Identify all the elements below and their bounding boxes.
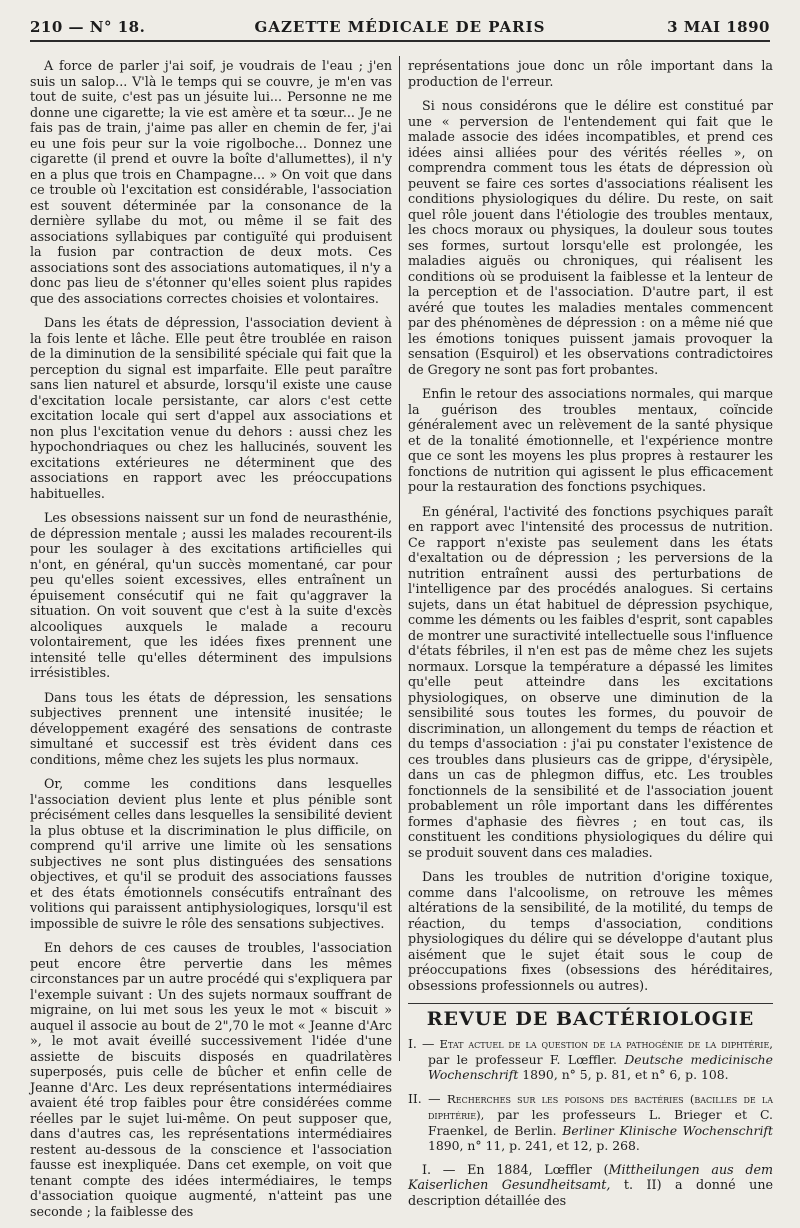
section-rule (408, 1003, 773, 1004)
ref-author: par le professeur F. Lœffler. (428, 1051, 617, 1067)
ref-details: 1890, n° 11, p. 241, et 12, p. 268. (428, 1137, 640, 1153)
closing-italic: Mittheilungen aus dem Kaiserlichen Gesundheitsamt, (408, 1161, 773, 1192)
ref-title: Etat actuel de la question de la pathogénie de la diphtérie, (439, 1036, 773, 1051)
ref-details: 1890, n° 5, p. 81, et n° 6, p. 108. (522, 1066, 729, 1082)
closing-start: I. — En 1884, Lœffler ( (422, 1161, 609, 1177)
paragraph: Si nous considérons que le délire est constitué par une « perversion de l'entendement qui fait que le malade associe des idées incompatibles, et prend ces idées ainsi alliées pour des vérités réelles », on comprendra comment tous les états de dépression où peuvent se faire ces sortes d'associations réalisent les conditions physiologiques du délire. Du reste, on sait quel rôle jouent dans l'étiologie des troubles mentaux, les chocs moraux ou physiques, la douleur sous toutes ses formes, surtout lorsqu'elle est prolongée, les maladies aiguës ou chroniques, qui réalisent les conditions où se produisent la faiblesse et la lenteur de la perception et de l'association. D'autre part, il est avéré que toutes les maladies mentales commencent par des phénomènes de dépression : on a même nié que les émotions toniques puissent jamais provoquer la sensation (Esquirol) et les observations contradictoires de Gregory ne sont pas fort probantes. (408, 98, 773, 377)
left-column (30, 58, 392, 1228)
ref-number: I. — (408, 1035, 435, 1051)
ref-number: II. — (408, 1090, 441, 1106)
column-divider (399, 56, 400, 1061)
paragraph: En dehors de ces causes de troubles, l'association peut encore être pervertie dans les mêmes circonstances par un autre procédé qui s'expliquera par l'exemple suivant : Un des sujets normaux souffrant de migraine, on lui met sous les yeux le mot « biscuit » auquel il associe au bout de 2",70 le mot « Jeanne d'Arc », le mot avait éveillé successivement l'idée d'une assiette de biscuits disposés en quadrilatères superposés, puis celle de bûcher et enfin celle de Jeanne d'Arc. Les deux représentations intermédiaires avaient été trop faibles pour être considérées comme réelles par le sujet lui-même. On peut supposer que, dans d'autres cas, les représentations intermédiaires restent au-dessous de la conscience et l'association fausse est inexpliquée. Dans cet exemple, on voit que tenant compte des idées intermédiaires, le temps d'association quoique augmenté, n'atteint pas une seconde ; la faiblesse des (30, 940, 392, 1219)
ref-journal: Deutsche medicinische Wochenschrift (428, 1051, 773, 1082)
page-header (30, 14, 770, 42)
right-column (408, 58, 773, 1217)
paragraph: A force de parler j'ai soif, je voudrais de l'eau ; j'en suis un salop... V'là le temps qui se couvre, je m'en vas tout de suite, c'est pas un jésuite lui... Personne ne me donne une cigarette; la vie est amère et ta sœur... Je ne fais pas de train, j'aime pas aller en chemin de fer, j'ai eu une fois peur sur la voie rigolboche... Donnez une cigarette (il prend et ouvre la boîte d'allumettes), il n'y en a plus que trois en Champagne... » On voit que dans ce trouble où l'excitation est considérable, l'association est souvent déterminée par la consonance de la dernière syllabe du mot, ou même il se fait des associations syllabiques par contiguïté qui produisent la fusion par contraction de deux mots. Ces associations sont des associations automatiques, il n'y a donc pas lieu de s'étonner qu'elles soient plus rapides que des associations correctes choisies et volontaires. (30, 58, 392, 306)
issue-date: 3 MAI 1890 (667, 18, 770, 36)
ref-journal: Berliner Klinische Wochenschrift (562, 1122, 773, 1138)
page-number: 210 — N° 18. (30, 18, 146, 36)
closing-end: t. II) a donné une description détaillée des (408, 1177, 773, 1208)
ref-title: Recherches sur les poisons des bactéries (bacilles de la diphtérie), (428, 1091, 773, 1122)
paragraph: Dans tous les états de dépression, les sensations subjectives prennent une intensité inusitée; le développement exagéré des sensations de contraste simultané et successif est très évident dans ces conditions, même chez les sujets les plus normaux. (30, 689, 392, 767)
journal-title: GAZETTE MÉDICALE DE PARIS (254, 18, 546, 36)
paragraph: Dans les troubles de nutrition d'origine toxique, comme dans l'alcoolisme, on retrouve les mêmes altérations de la sensibilité, de la motilité, du temps de réaction, du temps d'association, conditions physiologiques du délire qui se développe d'autant plus aisément que le sujet était sous le coup de préoccupations fixes (obsessions des héréditaires, obsessions professionnels ou autres). (408, 869, 773, 993)
paragraph: Or, comme les conditions dans lesquelles l'association devient plus lente et plus pénible sont précisément celles dans lesquelles la sensibilité devient la plus obtuse et la discrimination le plus difficile, on comprend qu'il arrive une limite où les sensations subjectives ne sont plus distinguées des sensations objectives, et qu'il se produit des associations fausses et des états émotionnels consécutifs entraînant des volitions qui paraissent antiphysiologiques, lorsqu'il est impossible de suivre le rôle des sensations subjectives. (30, 776, 392, 931)
paragraph: représentations joue donc un rôle important dans la production de l'erreur. (408, 58, 773, 89)
reference-2 (408, 1091, 773, 1153)
paragraph: Dans les états de dépression, l'association devient à la fois lente et lâche. Elle peut être troublée en raison de la diminution de la sensibilité spéciale qui fait que la perception du signal est imparfaite. Elle peut paraître sans lien naturel et absurde, lorsqu'il existe une cause d'excitation locale persistante, car alors c'est cette excitation locale qui sert d'appel aux associations et non plus l'excitation venue du dehors : aussi chez les hypochondriaques ou chez les hallucinés, souvent les excitations extérieures ne déterminent que des associations en rapport avec les préoccupations habituelles. (30, 315, 392, 501)
closing-paragraph (408, 1162, 773, 1209)
reference-1 (408, 1036, 773, 1082)
section-title: REVUE DE BACTÉRIOLOGIE (426, 1008, 755, 1030)
paragraph: Les obsessions naissent sur un fond de neurasthénie, de dépression mentale ; aussi les malades recourent-ils pour les soulager à des excitations artificielles qui n'ont, en général, qu'un succès momentané, car pour peu qu'elles soient excessives, elles entraînent un épuisement consécutif qui ne fait qu'aggraver la situation. On voit souvent que c'est à la suite d'excès alcooliques auxquels le malade a recouru volontairement, que les idées fixes prennent une intensité telle qu'elles déterminent des impulsions irrésistibles. (30, 510, 392, 680)
paragraph: Enfin le retour des associations normales, qui marque la guérison des troubles mentaux, coïncide généralement avec un relèvement de la santé physique et de la tonalité émotionnelle, et l'expérience montre que ce sont les moyens les plus propres à restaurer les fonctions de nutrition qui agissent le plus efficacement pour la restauration des fonctions psychiques. (408, 386, 773, 494)
paragraph: En général, l'activité des fonctions psychiques paraît en rapport avec l'intensité des processus de nutrition. Ce rapport n'existe pas seulement dans les états d'exaltation ou de dépression ; les perversions de la nutrition entraînent aussi des perturbations de l'intelligence par des procédés analogues. Si certains sujets, dans un état habituel de dépression psychique, comme les déments ou les faibles d'esprit, sont capables de montrer une suractivité intellectuelle sous l'influence d'états fébriles, il n'en est pas de même chez les sujets normaux. Lorsque la température a dépassé les limites qu'elle peut atteindre dans les excitations physiologiques, on observe une diminution de la sensibilité sous toutes les formes, du pouvoir de discrimination, un allongement du temps de réaction et du temps d'association : j'ai pu constater l'existence de ces troubles dans plusieurs cas de grippe, d'érysipèle, dans un cas de phlegmon diffus, etc. Les troubles fonctionnels de la sensibilité et de l'association jouent probablement un rôle important dans les différentes formes d'aphasie des fièvres ; en tout cas, ils constituent les conditions physiologiques du délire qui se produit souvent dans ces maladies. (408, 503, 773, 860)
ref-author: par les professeurs L. Brieger et C. Fraenkel, de Berlin. (428, 1106, 773, 1138)
